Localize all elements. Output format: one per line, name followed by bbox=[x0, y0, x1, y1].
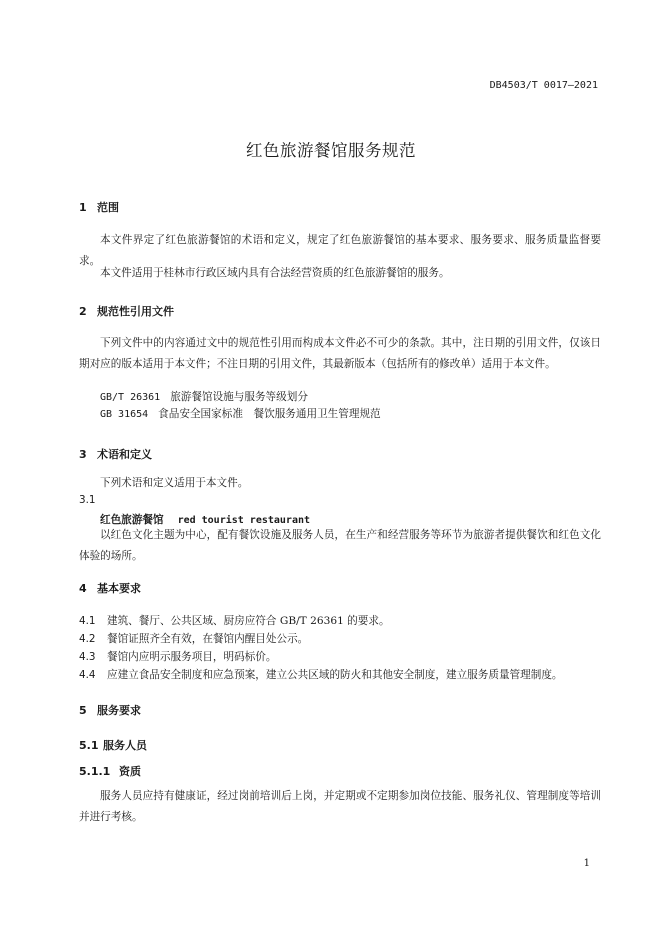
section-title: 范围 bbox=[97, 201, 119, 214]
reference-code: GB 31654 bbox=[100, 409, 149, 420]
item-text: 应建立食品安全制度和应急预案，建立公共区域的防火和其他安全制度，建立服务质量管理制度。 bbox=[107, 669, 563, 681]
section-number: 3 bbox=[79, 448, 87, 461]
item-text: 餐馆内应明示服务项目，明码标价。 bbox=[107, 651, 277, 663]
section-2-paragraph-1: 下列文件中的内容通过文中的规范性引用而构成本文件必不可少的条款。其中，注日期的引用文件，仅该日期对应的版本适用于本文件；不注日期的引用文件，其最新版本（包括所有的修改单）适用于本文件。 bbox=[79, 337, 601, 370]
terms-intro: 下列术语和定义适用于本文件。 bbox=[100, 477, 249, 489]
reference-title: 旅游餐馆设施与服务等级划分 bbox=[170, 391, 308, 403]
section-title: 基本要求 bbox=[97, 582, 141, 595]
subsection-number: 5.1 bbox=[79, 739, 99, 752]
section-number: 4 bbox=[79, 582, 87, 595]
reference-code: GB/T 26361 bbox=[100, 392, 161, 403]
item-number: 4.3 bbox=[79, 651, 96, 663]
section-title: 规范性引用文件 bbox=[97, 305, 174, 318]
section-1-paragraph-2: 本文件适用于桂林市行政区域内具有合法经营资质的红色旅游餐馆的服务。 bbox=[100, 267, 450, 279]
term-number bbox=[79, 494, 107, 506]
requirement-item bbox=[79, 631, 308, 646]
requirement-item bbox=[79, 613, 390, 628]
section-5-heading bbox=[79, 702, 141, 718]
term-definition: 以红色文化主题为中心，配有餐饮设施及服务人员，在生产和经营服务等环节为旅游者提供餐饮和红色文化体验的场所。 bbox=[79, 529, 601, 562]
subsection-5-1-heading bbox=[79, 737, 147, 753]
section-2-heading bbox=[79, 303, 174, 319]
subsection-title: 资质 bbox=[119, 765, 141, 778]
reference-1 bbox=[100, 389, 308, 404]
requirement-item bbox=[79, 649, 277, 664]
section-title: 术语和定义 bbox=[97, 448, 152, 461]
item-number: 4.1 bbox=[79, 615, 96, 627]
section-1-heading bbox=[79, 199, 119, 215]
section-number: 2 bbox=[79, 305, 87, 318]
item-text: 建筑、餐厅、公共区域、厨房应符合 GB/T 26361 的要求。 bbox=[107, 615, 390, 627]
section-title: 服务要求 bbox=[97, 704, 141, 717]
item-text: 餐馆证照齐全有效，在餐馆内醒目处公示。 bbox=[107, 633, 309, 645]
requirement-item bbox=[79, 667, 563, 682]
term-chinese: 红色旅游餐馆 bbox=[100, 514, 164, 526]
item-number: 4.2 bbox=[79, 633, 96, 645]
section-number: 1 bbox=[79, 201, 87, 214]
item-number: 4.4 bbox=[79, 669, 96, 681]
reference-2 bbox=[100, 406, 381, 421]
section-5-paragraph-1: 服务人员应持有健康证，经过岗前培训后上岗，并定期或不定期参加岗位技能、服务礼仪、管理制度等培训并进行考核。 bbox=[79, 790, 601, 823]
document-code: DB4503/T 0017—2021 bbox=[489, 80, 598, 91]
section-1-paragraph-1: 本文件界定了红色旅游餐馆的术语和定义，规定了红色旅游餐馆的基本要求、服务要求、服务质量监督要求。 bbox=[79, 234, 601, 267]
subsection-title: 服务人员 bbox=[103, 739, 147, 752]
term-number-text: 3.1 bbox=[79, 494, 96, 506]
term-english: red tourist restaurant bbox=[177, 515, 311, 526]
section-3-heading bbox=[79, 446, 152, 462]
section-number: 5 bbox=[79, 704, 87, 717]
section-4-heading bbox=[79, 580, 141, 596]
subsection-5-1-1-heading bbox=[79, 763, 141, 779]
document-title: 红色旅游餐馆服务规范 bbox=[246, 141, 416, 160]
page-number: 1 bbox=[583, 858, 590, 869]
reference-title: 食品安全国家标准 餐饮服务通用卫生管理规范 bbox=[158, 408, 381, 420]
subsection-number: 5.1.1 bbox=[79, 765, 111, 778]
